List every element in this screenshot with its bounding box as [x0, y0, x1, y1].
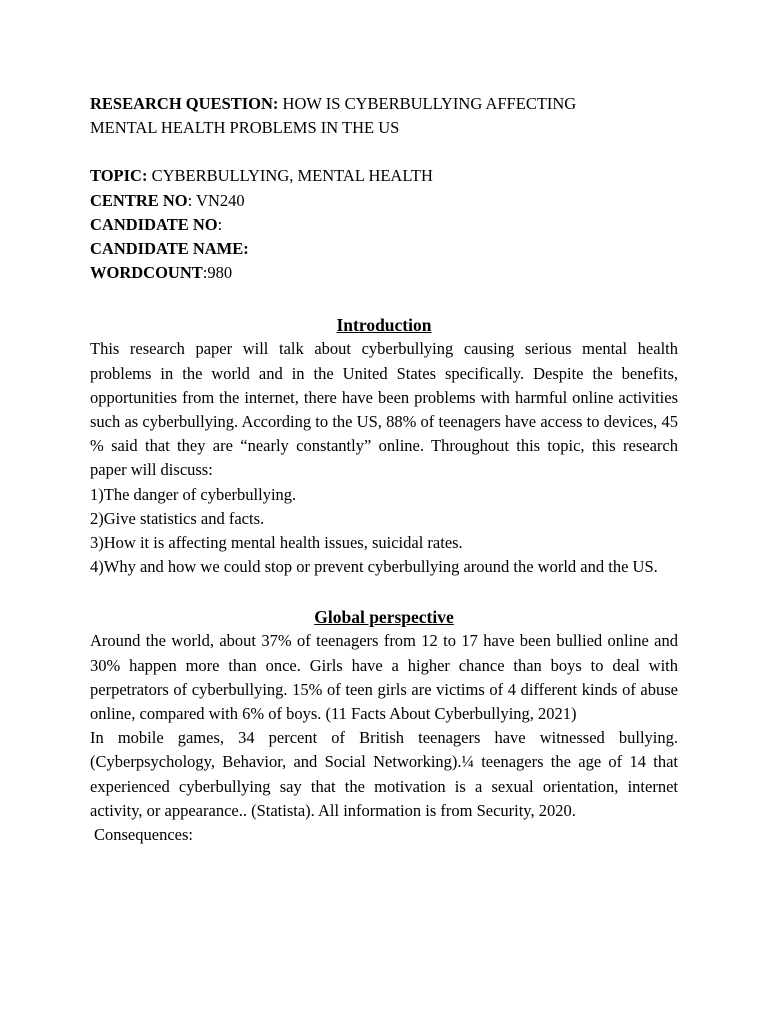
- wordcount-value: :980: [202, 263, 233, 283]
- research-question-label: RESEARCH QUESTION:: [90, 94, 279, 113]
- research-question-line2: MENTAL HEALTH PROBLEMS IN THE US: [90, 118, 400, 138]
- document-page: [90, 92, 678, 847]
- topic-label: TOPIC:: [90, 166, 148, 186]
- global-perspective-heading: Global perspective: [314, 607, 454, 628]
- global-perspective-section: [90, 605, 678, 847]
- candidate-name-label: CANDIDATE NAME:: [90, 239, 249, 259]
- consequences-label: Consequences:: [94, 825, 193, 845]
- centre-label: CENTRE NO: [90, 190, 188, 210]
- spacer: [90, 140, 678, 164]
- list-item: 1)The danger of cyberbullying.: [90, 484, 297, 504]
- wordcount-label: WORDCOUNT: [90, 263, 203, 283]
- centre-value: : VN240: [187, 190, 245, 210]
- research-question-text: HOW IS CYBERBULLYING AFFECTING: [278, 94, 577, 113]
- topic-value: CYBERBULLYING, MENTAL HEALTH: [147, 166, 433, 186]
- introduction-section: [90, 313, 678, 579]
- list-item: 2)Give statistics and facts.: [90, 508, 265, 528]
- global-paragraph-2: In mobile games, 34 percent of British teenagers have witnessed bullying. (Cyberpsychology, Behavior, and Social Networking).¼ teenagers the age of 14 that experienced cyberbullying say that the motivation is a sexual orientation, internet activity, or appearance.. (Statista). All information is from Security, 2020.: [90, 728, 678, 820]
- header-block: [90, 92, 678, 285]
- spacer: [90, 579, 678, 605]
- candidate-name-line: [90, 237, 678, 261]
- candidate-no-value: :: [217, 214, 223, 234]
- introduction-paragraph: This research paper will talk about cyberbullying causing serious mental health problems in the world and in the United States specifically. Despite the benefits, opportunities from the internet, there have been problems with harmful online activities such as cyberbullying. According to the US, 88% of teenagers have access to devices, 45 % said that they are “nearly constantly” online. Throughout this topic, this research paper will discuss:: [90, 339, 678, 480]
- global-paragraph-1: Around the world, about 37% of teenagers from 12 to 17 have been bullied online and 30% happen more than once. Girls have a higher chance than boys to deal with perpetrators of cyberbullying. 15% of teen girls are victims of 4 different kinds of abuse online, compared with 6% of boys. (11 Facts About Cyberbullying, 2021): [90, 631, 678, 724]
- topic-line: [90, 164, 678, 188]
- research-question-line1: [90, 92, 678, 116]
- candidate-no-line: [90, 213, 678, 237]
- wordcount-line: [90, 261, 678, 285]
- list-item: 4)Why and how we could stop or prevent cyberbullying around the world and the US.: [90, 557, 658, 577]
- spacer: [90, 285, 678, 313]
- introduction-heading: Introduction: [336, 315, 432, 336]
- list-item: 3)How it is affecting mental health issues, suicidal rates.: [90, 533, 463, 553]
- centre-line: [90, 189, 678, 213]
- candidate-no-label: CANDIDATE NO: [90, 214, 218, 234]
